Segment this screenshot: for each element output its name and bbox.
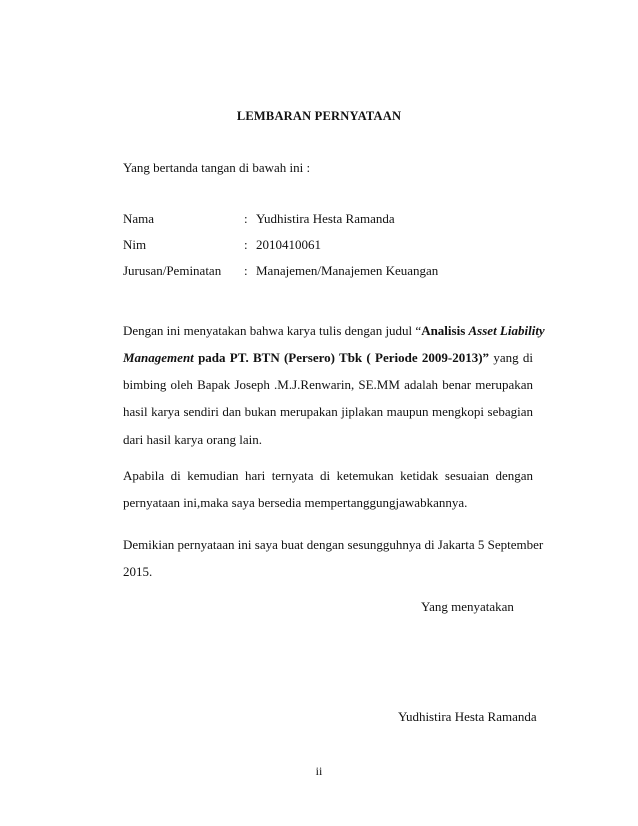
closing-text: Yang menyatakan bbox=[421, 599, 514, 614]
identity-colon: : bbox=[244, 237, 248, 252]
paragraph-line: bimbing oleh Bapak Joseph .M.J.Renwarin, SE.MM adalah benar merupakan bbox=[123, 377, 533, 392]
paragraph-line: pernyataan ini,maka saya bersedia mempertanggungjawabkannya. bbox=[123, 495, 468, 510]
identity-label: Nama bbox=[123, 211, 155, 226]
paragraph-line: Apabila di kemudian hari ternyata di ketemukan ketidak sesuaian dengan bbox=[123, 468, 533, 483]
identity-label: Jurusan/Peminatan bbox=[123, 263, 222, 278]
title-bold-segment: pada PT. BTN (Persero) Tbk ( Periode 2009-2013)” bbox=[193, 350, 490, 365]
text-segment: Dengan ini menyatakan bahwa karya tulis dengan judul “ bbox=[123, 323, 422, 338]
paragraph-line: 2015. bbox=[123, 564, 153, 579]
paragraph-line: dari hasil karya orang lain. bbox=[123, 432, 262, 447]
paragraph-line bbox=[123, 323, 545, 339]
title-bold-segment: Analisis bbox=[421, 323, 469, 338]
page-title: LEMBARAN PERNYATAAN bbox=[236, 109, 402, 123]
title-italic-segment: Asset Liability bbox=[468, 323, 545, 338]
page-number: ii bbox=[315, 764, 323, 778]
identity-colon: : bbox=[244, 263, 248, 278]
intro-text: Yang bertanda tangan di bawah ini : bbox=[123, 160, 311, 175]
identity-value: Yudhistira Hesta Ramanda bbox=[256, 211, 395, 226]
title-italic-segment: Management bbox=[123, 350, 194, 365]
identity-value: 2010410061 bbox=[256, 237, 321, 252]
signatory-name: Yudhistira Hesta Ramanda bbox=[398, 709, 537, 724]
paragraph-line: hasil karya sendiri dan bukan merupakan jiplakan maupun mengkopi sebagian bbox=[123, 404, 533, 419]
text-segment: yang di bbox=[489, 350, 533, 365]
identity-label: Nim bbox=[123, 237, 147, 252]
paragraph-line bbox=[123, 350, 533, 366]
identity-colon: : bbox=[244, 211, 248, 226]
identity-value: Manajemen/Manajemen Keuangan bbox=[256, 263, 439, 278]
paragraph-line: Demikian pernyataan ini saya buat dengan sesungguhnya di Jakarta 5 September bbox=[123, 537, 544, 552]
